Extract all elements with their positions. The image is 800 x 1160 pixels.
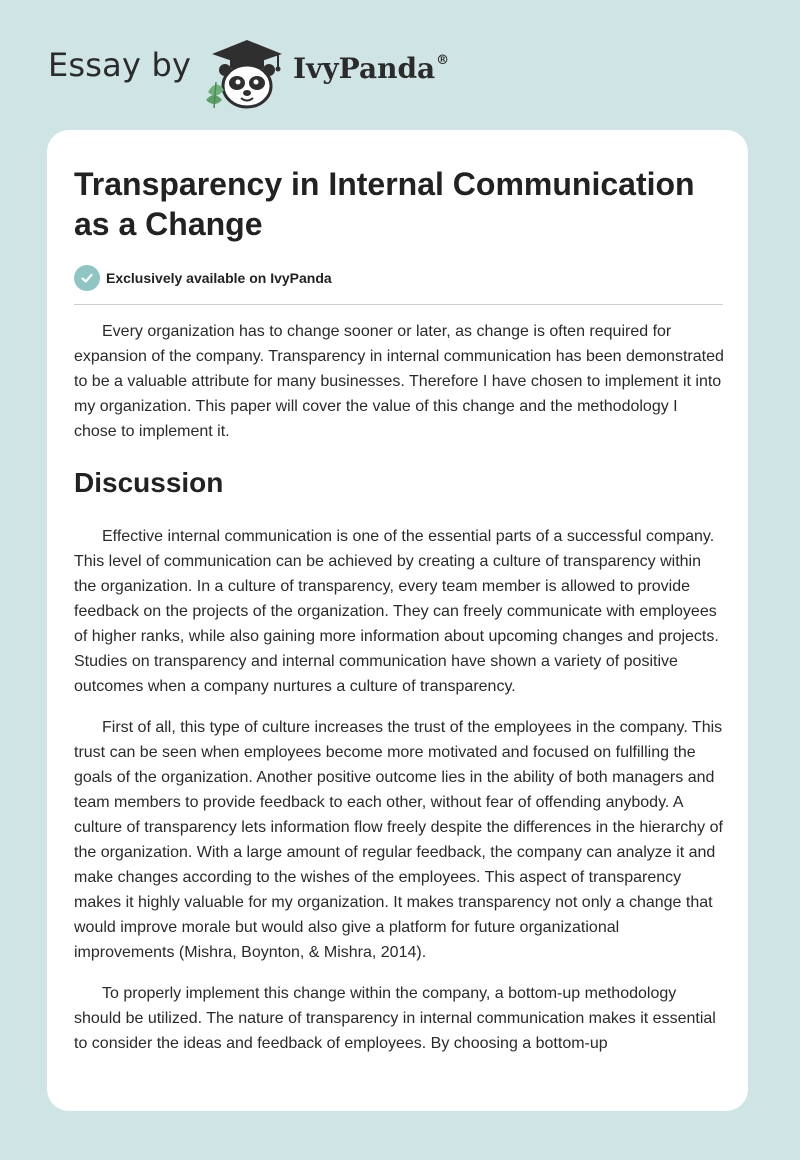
intro-paragraph: Every organization has to change sooner or later, as change is often required for expansion of the company. Transparency in internal communication has been demonstrated to be a valuable attribute for many businesses. Therefore I have chosen to implement it into my organization. This paper will cover the value of this change and the methodology I chose to implement it. <box>74 323 724 440</box>
body-paragraph: Effective internal communication is one of the essential parts of a successful company. This level of communication can be achieved by creating a culture of transparency within the organization. In a culture of transparency, every team member is allowed to provide feedback on the projects of the organization. They can freely communicate with employees of higher ranks, while also gaining more information about upcoming changes and projects. Studies on transparency and internal communication have shown a variety of positive outcomes when a company nurtures a culture of transparency. <box>74 528 719 695</box>
brand-name[interactable]: IvyPanda® <box>293 52 450 85</box>
registered-mark: ® <box>436 52 450 68</box>
section-heading: Discussion <box>74 467 224 498</box>
badge-label: Exclusively available on IvyPanda <box>106 270 332 286</box>
article-card <box>47 130 748 1111</box>
body-paragraph: First of all, this type of culture increases the trust of the employees in the company. This trust can be seen when employees become more motivated and focused on fulfilling the goals of the organization. Another positive outcome lies in the ability of both managers and team members to provide feedback to each other, without fear of offending anybody. A culture of transparency lets information flow freely despite the differences in the hierarchy of the organization. With a large amount of regular feedback, the company can analyze it and make changes according to the wishes of the employees. This aspect of transparency makes it highly valuable for my organization. It makes transparency not only a change that would improve morale but would also give a platform for future organizational improvements (Mishra, Boynton, & Mishra, 2014). <box>74 719 723 961</box>
checkmark-icon <box>74 265 100 291</box>
essay-by-label: Essay by <box>48 46 192 84</box>
panda-graduate-logo-icon[interactable] <box>202 34 288 110</box>
article-content <box>74 164 724 1056</box>
article-title: Transparency in Internal Communication as a Change <box>74 166 695 242</box>
site-header <box>48 34 508 114</box>
exclusive-badge <box>74 264 724 292</box>
body-paragraph: To properly implement this change within the company, a bottom-up methodology should be utilized. The nature of transparency in internal communication makes it essential to consider the ideas and feedback of employees. By choosing a bottom-up <box>74 985 716 1052</box>
divider <box>74 304 723 305</box>
